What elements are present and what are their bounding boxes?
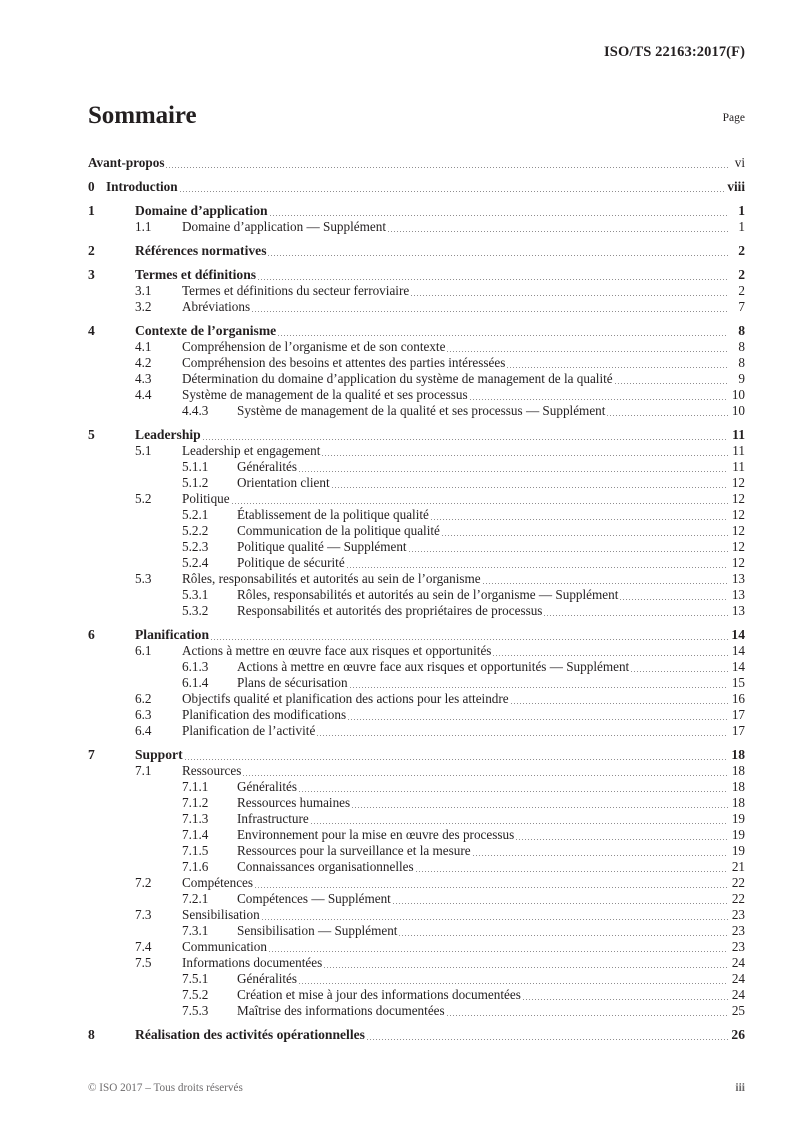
- toc-entry-page-number: 26: [731, 1027, 745, 1042]
- toc-entry-page-number: 8: [738, 339, 745, 354]
- toc-dot-leader: [317, 723, 728, 739]
- toc-dot-leader: [388, 219, 728, 235]
- toc-entry-page-number: 2: [738, 283, 745, 298]
- toc-entry-page-number: 13: [731, 571, 745, 586]
- toc-entry-page-number: 19: [731, 811, 745, 826]
- toc-entry[interactable]: [88, 243, 745, 259]
- toc-dot-leader: [262, 907, 728, 923]
- toc-entry[interactable]: [88, 627, 745, 643]
- toc-entry[interactable]: [88, 371, 745, 387]
- toc-entry-number: 7.5.2: [182, 987, 209, 1002]
- toc-entry-page-number: 12: [731, 539, 745, 554]
- toc-entry-number: 7.1.6: [182, 859, 209, 874]
- toc-entry-page-number: 13: [731, 603, 745, 618]
- toc-entry-page-number: 14: [731, 627, 745, 642]
- toc-dot-leader: [483, 571, 728, 587]
- toc-entry-label: Rôles, responsabilités et autorités au sein de l’organisme — Supplément: [237, 587, 619, 602]
- toc-entry-number: 5.2.2: [182, 523, 209, 538]
- toc-entry[interactable]: [88, 779, 745, 795]
- toc-dot-leader: [255, 875, 728, 891]
- toc-dot-leader: [232, 491, 728, 507]
- toc-entry-label: Connaissances organisationnelles: [237, 859, 414, 874]
- toc-entry-page-number: 14: [731, 643, 745, 658]
- toc-entry-page-number: 21: [731, 859, 745, 874]
- toc-entry[interactable]: [88, 387, 745, 403]
- toc-entry[interactable]: [88, 675, 745, 691]
- toc-dot-leader: [270, 203, 728, 219]
- toc-entry-label: Compréhension de l’organisme et de son contexte: [182, 339, 446, 354]
- toc-entry-page-number: 10: [731, 403, 745, 418]
- toc-dot-leader: [180, 179, 725, 195]
- page-title: Sommaire: [88, 102, 197, 129]
- toc-entry[interactable]: [88, 891, 745, 907]
- toc-entry-label: Compréhension des besoins et attentes des parties intéressées: [182, 355, 506, 370]
- toc-entry-label: Généralités: [237, 971, 298, 986]
- toc-entry-label: Réalisation des activités opérationnelles: [135, 1027, 365, 1042]
- toc-entry-label: Rôles, responsabilités et autorités au sein de l’organisme: [182, 571, 481, 586]
- toc-entry-label: Abréviations: [182, 299, 251, 314]
- toc-entry-page-number: 23: [731, 923, 745, 938]
- toc-entry-number: 7.3.1: [182, 923, 209, 938]
- toc-entry[interactable]: [88, 907, 745, 923]
- toc-entry-number: 4: [88, 323, 95, 338]
- toc-entry-label: Compétences — Supplément: [237, 891, 391, 906]
- toc-entry-label: Responsabilités et autorités des propriétaires de processus: [237, 603, 543, 618]
- toc-dot-leader: [269, 939, 728, 955]
- toc-entry-number: 6.2: [135, 691, 152, 706]
- toc-dot-leader: [324, 955, 728, 971]
- toc-entry-label: Politique: [182, 491, 230, 506]
- toc-entry-page-number: 9: [738, 371, 745, 386]
- toc-dot-leader: [166, 155, 728, 171]
- toc-entry-number: 7.4: [135, 939, 152, 954]
- toc-entry[interactable]: [88, 355, 745, 371]
- toc-dot-leader: [311, 811, 728, 827]
- toc-entry-page-number: 12: [731, 523, 745, 538]
- toc-entry-page-number: 18: [731, 779, 745, 794]
- toc-entry-page-number: 18: [731, 747, 745, 762]
- toc-entry[interactable]: [88, 219, 745, 235]
- toc-entry-page-number: 11: [732, 427, 745, 442]
- toc-entry[interactable]: [88, 859, 745, 875]
- toc-entry-page-number: 11: [732, 459, 745, 474]
- toc-dot-leader: [607, 403, 728, 419]
- toc-entry-page-number: 18: [731, 763, 745, 778]
- toc-entry-number: 7.3: [135, 907, 152, 922]
- toc-entry[interactable]: [88, 491, 745, 507]
- toc-entry-page-number: 22: [731, 891, 745, 906]
- toc-entry-label: Ressources: [182, 763, 242, 778]
- toc-entry-page-number: 13: [731, 587, 745, 602]
- toc-entry-label: Établissement de la politique qualité: [237, 507, 429, 522]
- toc-dot-leader: [615, 371, 728, 387]
- toc-entry-page-number: 12: [731, 491, 745, 506]
- toc-entry-label: Orientation client: [237, 475, 330, 490]
- toc-dot-leader: [278, 323, 728, 339]
- toc-entry-number: 4.1: [135, 339, 152, 354]
- toc-dot-leader: [393, 891, 728, 907]
- toc-entry-number: 7.1.4: [182, 827, 209, 842]
- toc-entry[interactable]: [88, 659, 745, 675]
- toc-entry-label: Sensibilisation — Supplément: [237, 923, 398, 938]
- toc-entry-page-number: 24: [731, 971, 745, 986]
- toc-entry-number: 5.2.4: [182, 555, 209, 570]
- toc-entry-page-number: 11: [732, 443, 745, 458]
- toc-dot-leader: [252, 299, 728, 315]
- toc-entry-label: Ressources humaines: [237, 795, 351, 810]
- toc-entry-page-number: 2: [738, 267, 745, 282]
- page-footer: [88, 1082, 745, 1094]
- toc-entry[interactable]: [88, 203, 745, 219]
- toc-entry-label: Ressources pour la surveillance et la mesure: [237, 843, 471, 858]
- toc-entry-number: 7.2: [135, 875, 152, 890]
- toc-entry-number: 4.4.3: [182, 403, 209, 418]
- toc-entry-label: Infrastructure: [237, 811, 309, 826]
- toc-dot-leader: [299, 971, 728, 987]
- toc-entry[interactable]: [88, 587, 745, 603]
- toc-entry[interactable]: [88, 507, 745, 523]
- toc-entry[interactable]: [88, 523, 745, 539]
- toc-entry-label: Actions à mettre en œuvre face aux risques et opportunités — Supplément: [237, 659, 630, 674]
- toc-entry-label: Contexte de l’organisme: [135, 323, 277, 338]
- toc-entry-number: 6.3: [135, 707, 152, 722]
- toc-entry-number: 5.2.1: [182, 507, 209, 522]
- toc-entry-number: 5.2.3: [182, 539, 209, 554]
- toc-entry[interactable]: [88, 323, 745, 339]
- toc-entry-label: Avant-propos: [88, 155, 165, 170]
- toc-entry[interactable]: [88, 571, 745, 587]
- toc-entry-number: 6.4: [135, 723, 152, 738]
- toc-entry[interactable]: [88, 707, 745, 723]
- toc-entry[interactable]: [88, 843, 745, 859]
- toc-dot-leader: [523, 987, 728, 1003]
- toc-entry-label: Détermination du domaine d’application du système de management de la qualité: [182, 371, 613, 386]
- toc-dot-leader: [620, 587, 728, 603]
- toc-entry-page-number: 17: [731, 723, 745, 738]
- toc-entry-label: Système de management de la qualité et ses processus — Supplément: [237, 403, 606, 418]
- toc-entry-number: 6.1.4: [182, 675, 209, 690]
- toc-entry-label: Maîtrise des informations documentées: [237, 1003, 445, 1018]
- toc-entry[interactable]: [88, 1003, 745, 1019]
- toc-entry-number: 5.3: [135, 571, 152, 586]
- toc-entry-page-number: 24: [731, 955, 745, 970]
- toc-entry[interactable]: [88, 427, 745, 443]
- toc-entry-label: Création et mise à jour des informations documentées: [237, 987, 521, 1002]
- toc-entry[interactable]: [88, 971, 745, 987]
- toc-dot-leader: [203, 427, 728, 443]
- toc-entry-label: Références normatives: [135, 243, 267, 258]
- toc-entry-number: 6.1: [135, 643, 152, 658]
- toc-entry-page-number: 23: [731, 939, 745, 954]
- toc-entry-number: 7.2.1: [182, 891, 209, 906]
- toc-entry-label: Domaine d’application: [135, 203, 268, 218]
- toc-entry[interactable]: [88, 827, 745, 843]
- toc-entry-label: Termes et définitions: [135, 267, 257, 282]
- toc-dot-leader: [332, 475, 728, 491]
- toc-dot-leader: [367, 1027, 728, 1043]
- toc-entry-number: 2: [88, 243, 95, 258]
- toc-dot-leader: [185, 747, 728, 763]
- toc-dot-leader: [431, 507, 728, 523]
- toc-entry-number: 3.2: [135, 299, 152, 314]
- toc-entry-page-number: 10: [731, 387, 745, 402]
- toc-entry-label: Leadership et engagement: [182, 443, 321, 458]
- toc-dot-leader: [544, 603, 728, 619]
- footer-page-number: iii: [735, 1082, 745, 1094]
- toc-entry-label: Système de management de la qualité et ses processus: [182, 387, 468, 402]
- copyright-notice: © ISO 2017 – Tous droits réservés: [88, 1082, 243, 1094]
- toc-entry-label: Politique qualité — Supplément: [237, 539, 407, 554]
- toc-entry-label: Plans de sécurisation: [237, 675, 348, 690]
- toc-entry-label: Support: [135, 747, 183, 762]
- toc-entry-number: 3: [88, 267, 95, 282]
- toc-entry[interactable]: [88, 179, 745, 195]
- toc-entry-number: 6: [88, 627, 95, 642]
- toc-dot-leader: [507, 355, 728, 371]
- toc-entry-number: 4.2: [135, 355, 152, 370]
- toc-entry[interactable]: [88, 299, 745, 315]
- toc-dot-leader: [411, 283, 728, 299]
- toc-entry[interactable]: [88, 459, 745, 475]
- toc-entry-number: 0: [88, 179, 95, 194]
- toc-entry-label: Sensibilisation: [182, 907, 260, 922]
- toc-dot-leader: [258, 267, 728, 283]
- toc-entry-label: Communication de la politique qualité: [237, 523, 440, 538]
- toc-entry-number: 5.1.1: [182, 459, 209, 474]
- toc-dot-leader: [350, 675, 728, 691]
- toc-entry-label: Objectifs qualité et planification des actions pour les atteindre: [182, 691, 509, 706]
- toc-entry[interactable]: [88, 723, 745, 739]
- toc-entry-page-number: 15: [731, 675, 745, 690]
- toc-entry[interactable]: [88, 539, 745, 555]
- toc-entry-label: Environnement pour la mise en œuvre des processus: [237, 827, 515, 842]
- toc-entry-label: Généralités: [237, 779, 298, 794]
- toc-entry-page-number: vi: [734, 155, 745, 170]
- document-reference-header: ISO/TS 22163:2017(F): [604, 44, 745, 60]
- toc-entry[interactable]: [88, 875, 745, 891]
- toc-entry-page-number: 18: [731, 795, 745, 810]
- toc-entry-number: 4.3: [135, 371, 152, 386]
- toc-entry-page-number: 19: [731, 843, 745, 858]
- table-of-contents: [88, 155, 745, 1043]
- toc-entry[interactable]: [88, 987, 745, 1003]
- toc-dot-leader: [516, 827, 728, 843]
- page-column-header: Page: [722, 112, 745, 124]
- toc-dot-leader: [631, 659, 728, 675]
- toc-entry-page-number: 7: [738, 299, 745, 314]
- toc-entry-number: 5.2: [135, 491, 152, 506]
- toc-entry-page-number: 2: [738, 243, 745, 258]
- toc-entry-number: 7.5.3: [182, 1003, 209, 1018]
- toc-entry-number: 7.1.3: [182, 811, 209, 826]
- toc-entry-page-number: 12: [731, 475, 745, 490]
- toc-dot-leader: [322, 443, 728, 459]
- toc-entry[interactable]: [88, 283, 745, 299]
- toc-entry[interactable]: [88, 643, 745, 659]
- toc-entry-number: 7.1: [135, 763, 152, 778]
- toc-entry-number: 7.1.5: [182, 843, 209, 858]
- toc-dot-leader: [416, 859, 728, 875]
- toc-entry-page-number: 12: [731, 555, 745, 570]
- toc-entry[interactable]: [88, 747, 745, 763]
- toc-dot-leader: [299, 779, 728, 795]
- toc-entry[interactable]: [88, 1027, 745, 1043]
- toc-entry[interactable]: [88, 795, 745, 811]
- toc-entry-number: 7.1.2: [182, 795, 209, 810]
- toc-entry-page-number: 17: [731, 707, 745, 722]
- toc-entry-label: Leadership: [135, 427, 201, 442]
- toc-dot-leader: [268, 243, 728, 259]
- toc-entry[interactable]: [88, 691, 745, 707]
- toc-entry-number: 5.3.1: [182, 587, 209, 602]
- toc-entry[interactable]: [88, 955, 745, 971]
- toc-entry-number: 5.1: [135, 443, 152, 458]
- toc-entry[interactable]: [88, 267, 745, 283]
- toc-title-row: [88, 103, 745, 128]
- toc-entry-label: Généralités: [237, 459, 298, 474]
- toc-entry-page-number: viii: [727, 179, 745, 194]
- toc-entry-page-number: 8: [738, 355, 745, 370]
- toc-entry-label: Communication: [182, 939, 267, 954]
- toc-entry-number: 1.1: [135, 219, 152, 234]
- toc-entry-number: 7: [88, 747, 95, 762]
- toc-entry-label: Domaine d’application — Supplément: [182, 219, 386, 234]
- toc-entry-label: Planification: [135, 627, 210, 642]
- toc-entry-number: 4.4: [135, 387, 152, 402]
- toc-entry[interactable]: [88, 923, 745, 939]
- toc-entry-page-number: 25: [731, 1003, 745, 1018]
- toc-entry[interactable]: [88, 555, 745, 571]
- toc-entry-label: Termes et définitions du secteur ferroviaire: [182, 283, 410, 298]
- toc-entry[interactable]: [88, 811, 745, 827]
- toc-entry-page-number: 24: [731, 987, 745, 1002]
- toc-entry-number: 7.5.1: [182, 971, 209, 986]
- toc-dot-leader: [211, 627, 728, 643]
- toc-dot-leader: [493, 643, 728, 659]
- toc-entry[interactable]: [88, 339, 745, 355]
- toc-dot-leader: [473, 843, 728, 859]
- toc-dot-leader: [243, 763, 728, 779]
- toc-dot-leader: [409, 539, 728, 555]
- toc-entry-page-number: 22: [731, 875, 745, 890]
- toc-dot-leader: [511, 691, 728, 707]
- toc-entry[interactable]: [88, 403, 745, 419]
- toc-entry-label: Introduction: [106, 179, 178, 194]
- toc-entry-label: Planification de l’activité: [182, 723, 316, 738]
- toc-entry-number: 8: [88, 1027, 95, 1042]
- toc-entry-page-number: 19: [731, 827, 745, 842]
- toc-dot-leader: [352, 795, 728, 811]
- toc-entry[interactable]: [88, 475, 745, 491]
- toc-dot-leader: [348, 707, 728, 723]
- toc-entry-label: Planification des modifications: [182, 707, 347, 722]
- toc-entry-number: 6.1.3: [182, 659, 209, 674]
- toc-entry[interactable]: [88, 763, 745, 779]
- toc-entry-number: 5.3.2: [182, 603, 209, 618]
- toc-entry-number: 5: [88, 427, 95, 442]
- toc-entry-number: 3.1: [135, 283, 152, 298]
- toc-entry-page-number: 8: [738, 323, 745, 338]
- toc-entry-page-number: 14: [731, 659, 745, 674]
- toc-dot-leader: [470, 387, 728, 403]
- toc-entry-label: Informations documentées: [182, 955, 323, 970]
- toc-entry-number: 7.1.1: [182, 779, 209, 794]
- toc-entry-number: 7.5: [135, 955, 152, 970]
- toc-dot-leader: [299, 459, 728, 475]
- toc-entry-label: Compétences: [182, 875, 254, 890]
- toc-entry[interactable]: [88, 603, 745, 619]
- toc-entry-label: Politique de sécurité: [237, 555, 345, 570]
- toc-dot-leader: [447, 339, 728, 355]
- toc-entry-page-number: 23: [731, 907, 745, 922]
- toc-dot-leader: [347, 555, 728, 571]
- toc-entry-page-number: 16: [731, 691, 745, 706]
- toc-entry[interactable]: [88, 939, 745, 955]
- toc-entry-page-number: 1: [738, 203, 745, 218]
- toc-dot-leader: [399, 923, 728, 939]
- toc-entry-label: Actions à mettre en œuvre face aux risques et opportunités: [182, 643, 492, 658]
- toc-entry-number: 5.1.2: [182, 475, 209, 490]
- toc-entry-page-number: 12: [731, 507, 745, 522]
- toc-entry[interactable]: [88, 155, 745, 171]
- toc-dot-leader: [442, 523, 728, 539]
- toc-entry[interactable]: [88, 443, 745, 459]
- toc-entry-number: 1: [88, 203, 95, 218]
- toc-entry-page-number: 1: [738, 219, 745, 234]
- toc-dot-leader: [447, 1003, 728, 1019]
